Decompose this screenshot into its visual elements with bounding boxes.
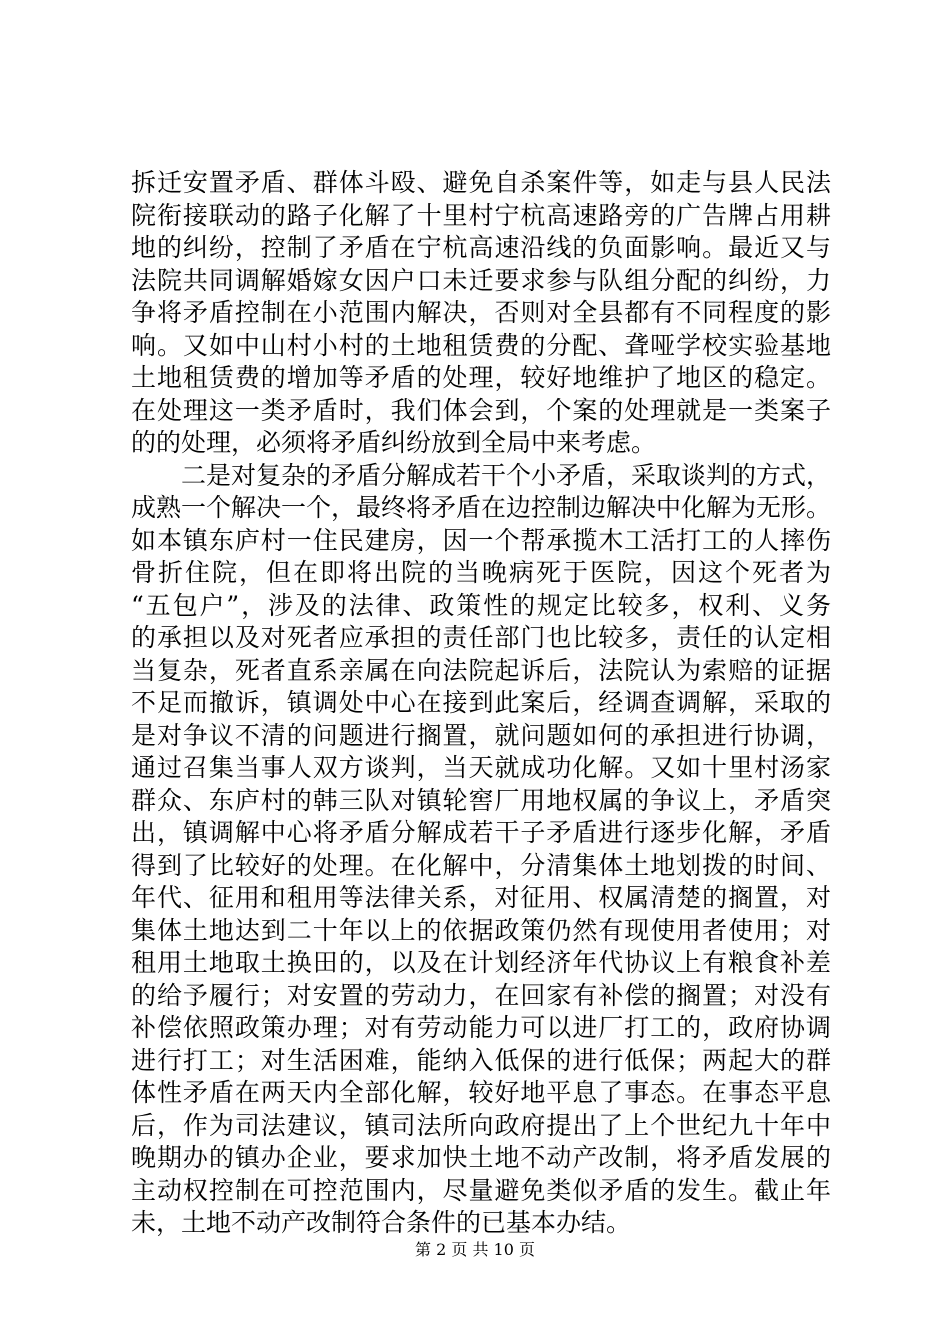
text-line: 土地租赁费的增加等矛盾的处理，较好地维护了地区的稳定。 xyxy=(131,363,831,392)
body-text xyxy=(131,167,831,1240)
text-line: 进行打工；对生活困难，能纳入低保的进行低保；两起大的群 xyxy=(131,1045,831,1075)
text-line: 拆迁安置矛盾、群体斗殴、避免自杀案件等，如走与县人民法 xyxy=(131,168,831,197)
text-line: 如本镇东庐村一住民建房，因一个帮承揽木工活打工的人摔伤 xyxy=(131,525,831,555)
text-line: 群众、东庐村的韩三队对镇轮窖厂用地权属的争议上，矛盾突 xyxy=(131,785,831,815)
page-footer: 第 2 页 共 10 页 xyxy=(415,1240,535,1259)
text-line: 争将矛盾控制在小范围内解决，否则对全县都有不同程度的影 xyxy=(131,298,831,327)
text-line: 得到了比较好的处理。在化解中，分清集体土地划拨的时间、 xyxy=(131,850,831,880)
text-line: 的承担以及对死者应承担的责任部门也比较多，责任的认定相 xyxy=(131,623,831,652)
text-line: 当复杂，死者直系亲属在向法院起诉后，法院认为索赔的证据 xyxy=(131,655,831,685)
text-line: 晚期办的镇办企业，要求加快土地不动产改制，将矛盾发展的 xyxy=(131,1143,831,1172)
text-line: 二是对复杂的矛盾分解成若干个小矛盾，采取谈判的方式， xyxy=(181,460,831,490)
text-line: 年代、征用和租用等法律关系，对征用、权属清楚的搁置，对 xyxy=(131,883,831,912)
text-line: 法院共同调解婚嫁女因户口未迁要求参与队组分配的纠纷，力 xyxy=(131,265,831,295)
text-line: 响。又如中山村小村的土地租赁费的分配、聋哑学校实验基地 xyxy=(131,330,831,360)
text-line: “五包户”，涉及的法律、政策性的规定比较多，权利、义务 xyxy=(131,590,831,620)
text-line: 院衔接联动的路子化解了十里村宁杭高速路旁的广告牌占用耕 xyxy=(131,200,831,230)
text-line: 的给予履行；对安置的劳动力，在回家有补偿的搁置；对没有 xyxy=(131,980,831,1010)
text-line: 集体土地达到二十年以上的依据政策仍然有现使用者使用；对 xyxy=(131,915,831,945)
text-line: 在处理这一类矛盾时，我们体会到，个案的处理就是一类案子 xyxy=(131,395,831,425)
text-line: 体性矛盾在两天内全部化解，较好地平息了事态。在事态平息 xyxy=(131,1078,831,1107)
text-line: 通过召集当事人双方谈判，当天就成功化解。又如十里村汤家 xyxy=(131,753,831,782)
text-line: 后，作为司法建议，镇司法所向政府提出了上个世纪九十年中 xyxy=(131,1110,831,1140)
text-line: 不足而撤诉，镇调处中心在接到此案后，经调查调解，采取的 xyxy=(131,688,831,717)
text-line: 出，镇调解中心将矛盾分解成若干子矛盾进行逐步化解，矛盾 xyxy=(131,818,831,847)
text-line: 补偿依照政策办理；对有劳动能力可以进厂打工的，政府协调 xyxy=(131,1013,831,1042)
text-line: 租用土地取土换田的，以及在计划经济年代协议上有粮食补差 xyxy=(131,948,831,977)
text-line: 的的处理，必须将矛盾纠纷放到全局中来考虑。 xyxy=(131,428,657,457)
text-line: 骨折住院，但在即将出院的当晚病死于医院，因这个死者为 xyxy=(131,558,831,587)
text-line: 成熟一个解决一个，最终将矛盾在边控制边解决中化解为无形。 xyxy=(131,493,831,522)
text-line: 主动权控制在可控范围内，尽量避免类似矛盾的发生。截止年 xyxy=(131,1175,831,1205)
text-line: 是对争议不清的问题进行搁置，就问题如何的承担进行协调， xyxy=(131,720,831,750)
text-line: 未，土地不动产改制符合条件的已基本办结。 xyxy=(131,1208,632,1237)
text-line: 地的纠纷，控制了矛盾在宁杭高速沿线的负面影响。最近又与 xyxy=(131,233,831,262)
